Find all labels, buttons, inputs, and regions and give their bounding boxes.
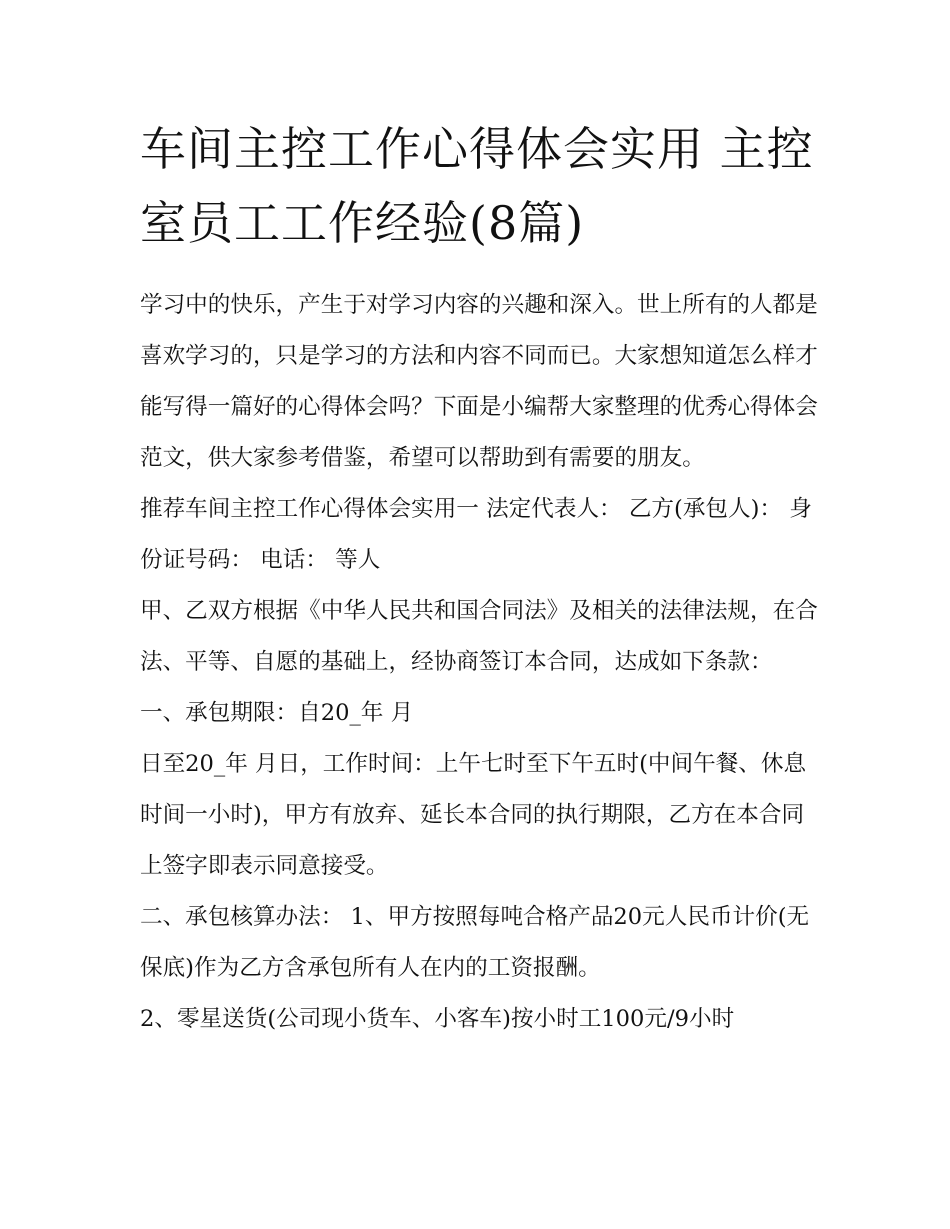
paragraph-delivery: 2、零星送货(公司现小货车、小客车)按小时工100元/9小时: [140, 1006, 735, 1032]
document-body: [140, 280, 820, 1045]
document-title: 车间主控工作心得体会实用 主控室员工工作经验(8篇): [140, 122, 814, 250]
paragraph-agreement: 甲、乙双方根据《中华人民共和国合同法》及相关的法律法规，在合法、平等、自愿的基础上，经协商签订本合同，达成如下条款： 一、承包期限：自20_年 月: [140, 598, 818, 726]
paragraph-work-time: 日至20_年 月日，工作时间：上午七时至下午五时(中间午餐、休息时间一小时)，甲方有放弃、延长本合同的执行期限，乙方在本合同上签字即表示同意接受。: [140, 751, 807, 879]
paragraph-accounting: 二、承包核算办法： 1、甲方按照每吨合格产品20元人民币计价(无保底)作为乙方含承包所有人在内的工资报酬。: [140, 904, 810, 981]
paragraph-parties: 推荐车间主控工作心得体会实用一 法定代表人： 乙方(承包人)： 身份证号码： 电话： 等人: [140, 496, 812, 573]
paragraph-intro: 学习中的快乐，产生于对学习内容的兴趣和深入。世上所有的人都是喜欢学习的，只是学习的方法和内容不同而已。大家想知道怎么样才能写得一篇好的心得体会吗？下面是小编帮大家整理的优秀心得体会范文，供大家参考借鉴，希望可以帮助到有需要的朋友。: [140, 292, 818, 471]
